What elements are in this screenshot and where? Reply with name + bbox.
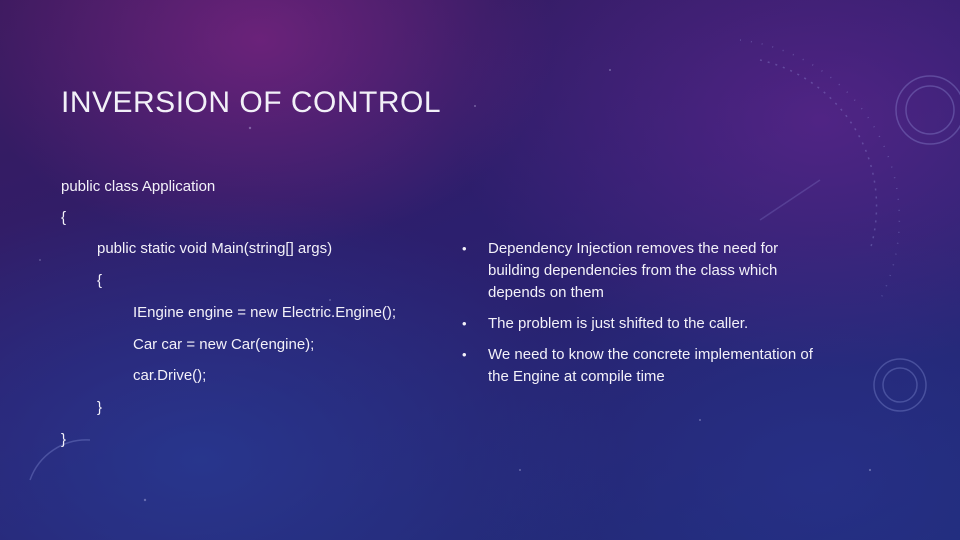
code-line: { bbox=[61, 209, 67, 226]
code-line: } bbox=[97, 399, 103, 416]
slide-title: INVERSION OF CONTROL bbox=[61, 86, 442, 119]
code-line: public class Application bbox=[61, 178, 216, 195]
bullet-text: The problem is just shifted to the caller. bbox=[488, 315, 749, 332]
bullet-list bbox=[462, 238, 832, 397]
bullet-icon: • bbox=[462, 347, 467, 362]
code-line: IEngine engine = new Electric.Engine(); bbox=[133, 304, 397, 321]
code-line: car.Drive(); bbox=[133, 367, 207, 384]
code-line: } bbox=[61, 431, 67, 448]
bullet-item bbox=[462, 238, 832, 304]
code-line: Car car = new Car(engine); bbox=[133, 336, 315, 353]
code-line: { bbox=[97, 272, 103, 289]
bullet-icon: • bbox=[462, 316, 467, 331]
bullet-item bbox=[462, 313, 832, 335]
bullet-icon: • bbox=[462, 241, 467, 256]
bullet-text: We need to know the concrete implementation of the Engine at compile time bbox=[488, 346, 813, 385]
bullet-item bbox=[462, 344, 832, 388]
code-line: public static void Main(string[] args) bbox=[97, 240, 333, 257]
bullet-text: Dependency Injection removes the need for building dependencies from the class which depends on them bbox=[488, 240, 779, 301]
